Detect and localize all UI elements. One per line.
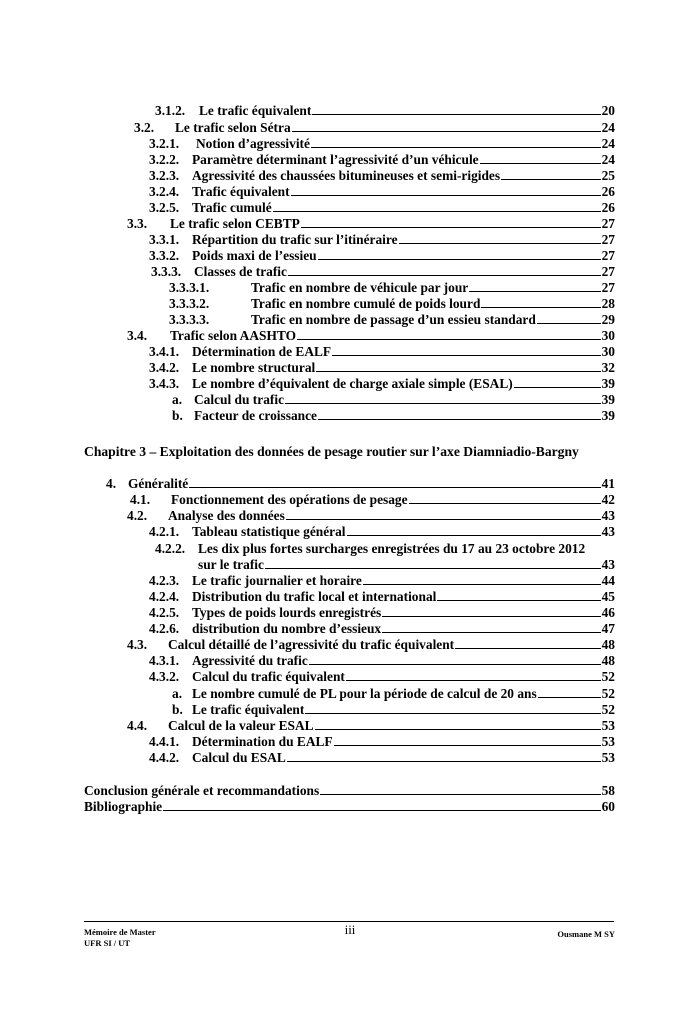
toc-leader [320,794,600,795]
toc-entry[interactable] [149,168,615,184]
toc-leader [538,697,601,698]
toc-number: b. [172,408,183,423]
toc-page: 27 [601,232,615,247]
toc-entry[interactable] [149,524,615,540]
toc-leader [501,179,601,180]
toc-page: 43 [601,508,615,523]
toc-number: 4.2.4. [149,589,180,604]
toc-number: 3.3.3. [151,264,182,279]
toc-page: 29 [601,312,615,327]
toc-number: 4.2.6. [149,621,180,636]
toc-page: 53 [601,718,615,733]
toc-entry[interactable] [127,328,615,344]
toc-page: 47 [601,621,615,636]
toc-title: Trafic en nombre de véhicule par jour [251,280,469,295]
toc-number: 3.3.3.2. [169,296,210,311]
toc-entry[interactable] [149,669,615,685]
toc-entry[interactable] [169,312,615,328]
toc-title: Trafic selon AASHTO [170,328,296,343]
toc-title: distribution du nombre d’essieux [192,621,382,636]
toc-number: b. [172,702,183,717]
toc-page: 30 [601,328,615,343]
toc-entry[interactable] [149,573,615,589]
toc-entry[interactable] [127,216,615,232]
toc-number: 3.4. [127,328,148,343]
footer-thesis-label: Mémoire de Master [84,927,156,937]
toc-title: Notion d’agressivité [196,136,310,151]
toc-entry[interactable] [172,392,615,408]
toc-number: 4.2.1. [149,524,180,539]
toc-entry[interactable] [149,344,615,360]
toc-title: Le trafic journalier et horaire [192,573,362,588]
toc-page: 43 [601,524,615,539]
toc-entry[interactable] [172,686,615,702]
toc-entry[interactable] [149,376,615,392]
toc-title: Généralité [128,476,189,491]
toc-page: 28 [601,296,615,311]
toc-number: a. [172,392,183,407]
toc-entry[interactable] [130,492,615,508]
toc-entry[interactable] [155,103,615,119]
toc-entry[interactable] [149,750,615,766]
toc-title: Calcul du trafic équivalent [192,669,345,684]
toc-entry[interactable] [106,476,615,492]
toc-number: 4.3. [127,637,148,652]
toc-page: 45 [601,589,615,604]
toc-number: 3.2.2. [149,152,180,167]
toc-page: 32 [601,360,615,375]
toc-page: 44 [601,573,615,588]
toc-page: 52 [601,686,615,701]
toc-number: 3.4.2. [149,360,180,375]
toc-leader [346,680,601,681]
toc-title: Répartition du trafic sur l’itinéraire [192,232,398,247]
toc-title: Trafic en nombre cumulé de poids lourd [251,296,481,311]
toc-title: Paramètre déterminant l’agressivité d’un véhicule [192,152,479,167]
toc-page: 60 [601,799,615,814]
toc-title: Trafic en nombre de passage d’un essieu standard [251,312,536,327]
toc-page: 30 [601,344,615,359]
toc-leader [305,713,600,714]
toc-leader [437,600,600,601]
toc-leader [455,648,600,649]
footer-left [84,927,156,949]
toc-title: Trafic équivalent [192,184,290,199]
toc-page: 48 [601,637,615,652]
toc-page: 46 [601,605,615,620]
toc-page: 52 [601,669,615,684]
toc-page: 27 [601,248,615,263]
toc-number: 3.3.1. [149,232,180,247]
toc-number: 4.4. [127,718,148,733]
toc-leader [334,745,601,746]
toc-title: Facteur de croissance [194,408,317,423]
toc-leader [537,323,601,324]
toc-number: 4.4.2. [149,750,180,765]
toc-title: Le trafic selon CEBTP [170,216,300,231]
toc-title: Classes de trafic [194,264,287,279]
toc-leader [312,114,600,115]
toc-page: 41 [601,476,615,491]
toc-entry[interactable] [149,152,615,168]
toc-page: 27 [601,216,615,231]
toc-title: Détermination de EALF [192,344,332,359]
toc-title: Le trafic équivalent [199,103,312,118]
toc-title: Calcul du ESAL [192,750,286,765]
toc-entry[interactable] [149,248,615,264]
toc-entry[interactable] [149,184,615,200]
toc-entry[interactable] [127,637,615,653]
toc-entry[interactable] [149,653,615,669]
toc-leader [318,259,601,260]
toc-leader [318,419,601,420]
toc-page: 39 [601,376,615,391]
toc-entry[interactable] [149,136,615,152]
toc-number: 4.2.3. [149,573,180,588]
toc-title: Le trafic selon Sétra [175,120,291,135]
toc-title: Les dix plus fortes surcharges enregistrées du 17 au 23 octobre 2012 [198,541,586,556]
toc-leader [315,729,601,730]
toc-number: 4.2.2. [155,541,186,556]
toc-number: 4. [106,476,117,491]
toc-number: 3.3.3.3. [169,312,210,327]
footer-page-number: iii [344,922,356,937]
toc-title: Le nombre structural [192,360,316,375]
toc-leader [514,387,601,388]
toc-entry[interactable] [149,621,615,637]
toc-entry[interactable] [149,200,615,216]
toc-title: Types de poids lourds enregistrés [192,605,382,620]
toc-entry[interactable] [127,508,615,524]
toc-leader [292,131,601,132]
toc-title: Agressivité du trafic [192,653,308,668]
toc-leader [382,632,600,633]
toc-page: 58 [601,783,615,798]
toc-number: 4.4.1. [149,734,180,749]
toc-leader [382,616,600,617]
toc-entry[interactable] [169,280,615,296]
chapter-heading[interactable]: Chapitre 3 – Exploitation des données de pesage routier sur l’axe Diamniadio-Bargny [84,444,579,459]
toc-number: 3.4.3. [149,376,180,391]
toc-leader [469,291,600,292]
footer-institution: UFR SI / UT [84,938,131,948]
toc-title: Calcul du trafic [194,392,285,407]
toc-page: 39 [601,408,615,423]
toc-number: 3.3.3.1. [169,280,210,295]
toc-number: 4.2.5. [149,605,180,620]
toc-number: 3.3.2. [149,248,180,263]
toc-title: Agressivité des chaussées bitumineuses et semi-rigides [192,168,501,183]
toc-leader [291,195,601,196]
toc-number: a. [172,686,183,701]
toc-entry[interactable] [149,360,615,376]
toc-title: Conclusion générale et recommandations [84,783,320,798]
toc-entry-conclusion[interactable] [84,783,615,799]
toc-leader [301,227,601,228]
toc-leader [409,503,601,504]
toc-leader [480,163,601,164]
toc-leader [481,307,600,308]
toc-entry[interactable] [149,605,615,621]
toc-entry[interactable] [198,557,615,573]
toc-leader [316,371,600,372]
toc-leader [363,584,601,585]
toc-page: 52 [601,702,615,717]
toc-title: Poids maxi de l’essieu [192,248,317,263]
toc-title: Distribution du trafic local et international [192,589,437,604]
toc-page: 27 [601,280,615,295]
toc-page: 53 [601,734,615,749]
toc-number: 4.2. [127,508,148,523]
toc-leader [332,355,601,356]
toc-page: 24 [601,152,615,167]
toc-leader [286,519,601,520]
toc-number: 3.2. [134,120,155,135]
toc-leader [285,403,601,404]
toc-entry-bibliography[interactable] [84,799,615,815]
toc-number: 3.2.4. [149,184,180,199]
toc-entry[interactable] [155,541,615,557]
toc-entry[interactable] [151,264,615,280]
toc-number: 3.4.1. [149,344,180,359]
toc-title: Le nombre d’équivalent de charge axiale simple (ESAL) [192,376,513,391]
toc-title: Détermination du EALF [192,734,333,749]
toc-page: 26 [601,184,615,199]
toc-number: 4.3.2. [149,669,180,684]
toc-title: Bibliographie [84,799,163,814]
toc-title: Tableau statistique général [192,524,346,539]
toc-entry[interactable] [134,120,615,136]
toc-number: 3.2.1. [149,136,180,151]
toc-leader [189,487,600,488]
toc-number: 4.1. [130,492,151,507]
toc-title: Calcul de la valeur ESAL [168,718,314,733]
toc-page: 53 [601,750,615,765]
toc-leader [265,568,601,569]
toc-page: 42 [601,492,615,507]
toc-title: Analyse des données [168,508,285,523]
toc-entry[interactable] [149,232,615,248]
toc-number: 3.1.2. [155,103,186,118]
toc-leader [163,810,600,811]
toc-entry[interactable] [149,734,615,750]
footer-author: Ousmane M SY [557,929,615,939]
toc-leader [399,243,601,244]
toc-page: 26 [601,200,615,215]
toc-leader [297,339,601,340]
toc-entry[interactable] [149,589,615,605]
toc-page: 25 [601,168,615,183]
toc-entry[interactable] [127,718,615,734]
toc-entry[interactable] [172,702,615,718]
toc-title: Calcul détaillé de l’agressivité du trafic équivalent [168,637,455,652]
toc-page: 20 [601,103,615,118]
toc-number: 3.2.3. [149,168,180,183]
toc-leader [311,147,601,148]
toc-page: 48 [601,653,615,668]
toc-title: Le trafic équivalent [192,702,305,717]
toc-title: Fonctionnement des opérations de pesage [171,492,408,507]
toc-page: 24 [601,120,615,135]
toc-title: Trafic cumulé [192,200,272,215]
toc-leader [309,664,601,665]
toc-leader [347,535,601,536]
toc-entry[interactable] [169,296,615,312]
toc-entry[interactable] [172,408,615,424]
toc-page: 39 [601,392,615,407]
toc-title: Le nombre cumulé de PL pour la période de calcul de 20 ans [192,686,537,701]
toc-number: 4.3.1. [149,653,180,668]
toc-page: 27 [601,264,615,279]
toc-leader [288,275,601,276]
toc-page: 43 [601,557,615,572]
toc-number: 3.3. [127,216,148,231]
toc-leader [273,211,601,212]
toc-page: 24 [601,136,615,151]
toc-leader [287,761,601,762]
toc-number: 3.2.5. [149,200,180,215]
toc-title: sur le trafic [198,557,264,572]
